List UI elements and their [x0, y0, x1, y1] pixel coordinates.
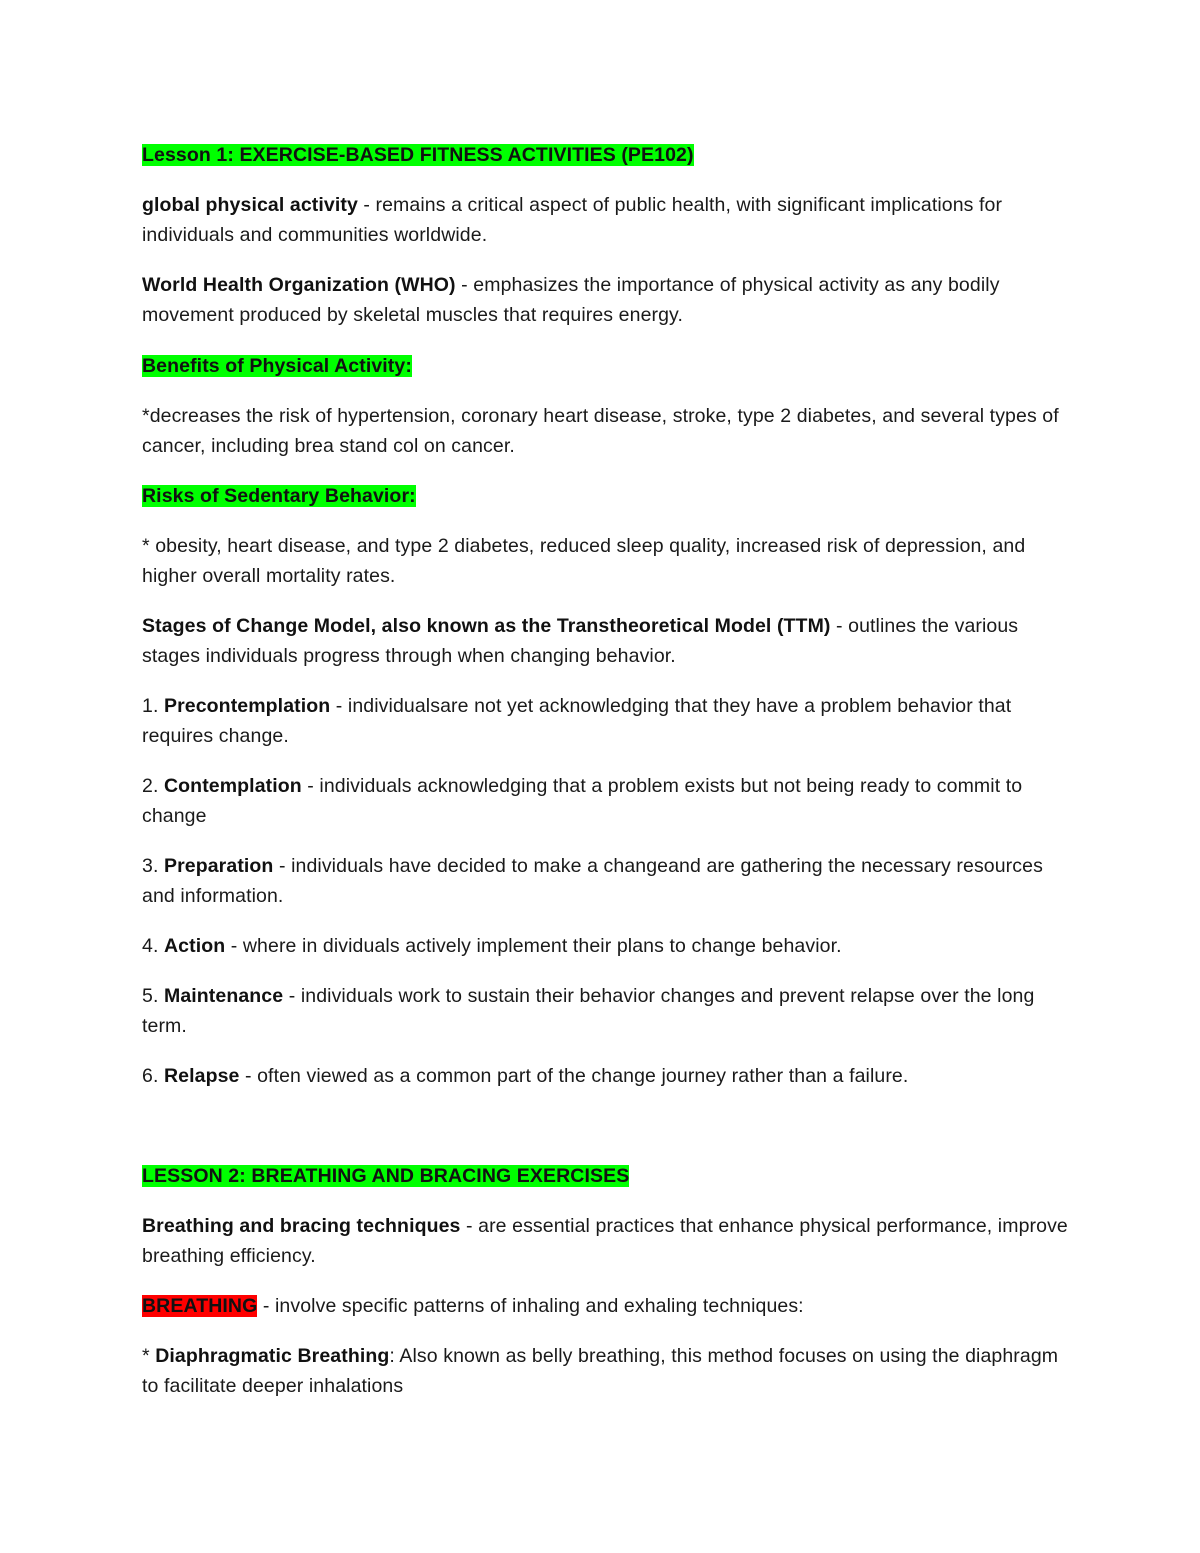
- definition-who: - emphasizes the importance of physical activity as any bodily movement produced by skeletal muscles that requires energy.: [142, 274, 1000, 326]
- stage-definition: - individuals have decided to make a changeand are gathering the necessary resources and information.: [142, 855, 1043, 907]
- definition-breathing: - involve specific patterns of inhaling and exhaling techniques:: [257, 1295, 804, 1317]
- paragraph-risks: [142, 531, 1072, 591]
- stage-definition: - where in dividuals actively implement their plans to change behavior.: [225, 935, 842, 957]
- paragraph-breathing: [142, 1291, 1072, 1321]
- stage-term: Preparation: [163, 855, 274, 877]
- stage-term: Relapse: [163, 1065, 240, 1087]
- stage-number: 6.: [142, 1065, 164, 1087]
- stage-term: Action: [163, 935, 226, 957]
- term-breathing: BREATHING: [142, 1295, 258, 1317]
- definition-global-physical-activity: - remains a critical aspect of public health, with significant implications for individuals and communities worldwide.: [142, 194, 1003, 246]
- lesson1-heading: Lesson 1: EXERCISE-BASED FITNESS ACTIVITIES (PE102): [142, 144, 694, 166]
- term-diaphragmatic-breathing: Diaphragmatic Breathing: [155, 1345, 390, 1367]
- stage-definition: - individuals acknowledging that a problem exists but not being ready to commit to change: [142, 775, 1023, 827]
- definition-diaphragmatic-breathing: : Also known as belly breathing, this method focuses on using the diaphragm to facilitate deeper inhalations: [142, 1345, 1059, 1397]
- risks-heading: Risks of Sedentary Behavior:: [142, 485, 416, 507]
- stage-item: [142, 931, 1072, 961]
- benefits-heading: Benefits of Physical Activity:: [142, 355, 412, 377]
- stage-item: [142, 981, 1072, 1041]
- stage-number: 4.: [142, 935, 164, 957]
- stage-term: Contemplation: [163, 775, 302, 797]
- stage-definition: - individuals work to sustain their behavior changes and prevent relapse over the long term.: [142, 985, 1035, 1037]
- stage-definition: - often viewed as a common part of the change journey rather than a failure.: [239, 1065, 909, 1087]
- stage-term: Precontemplation: [163, 695, 331, 717]
- stage-number: 1.: [142, 695, 164, 717]
- stage-item: [142, 1061, 1072, 1091]
- risks-heading-line: [142, 481, 1072, 511]
- stage-number: 2.: [142, 775, 164, 797]
- stage-term: Maintenance: [163, 985, 284, 1007]
- stage-item: [142, 691, 1072, 751]
- term-global-physical-activity: global physical activity: [142, 194, 358, 216]
- lesson1-heading-line: [142, 140, 1072, 170]
- paragraph-breathing-bracing: [142, 1211, 1072, 1271]
- paragraph-global-activity: [142, 190, 1072, 250]
- paragraph-ttm: [142, 611, 1072, 671]
- risks-text: * obesity, heart disease, and type 2 diabetes, reduced sleep quality, increased risk of depression, and higher overall mortality rates.: [142, 535, 1026, 587]
- lesson2-heading-line: [142, 1161, 1072, 1191]
- paragraph-who: [142, 270, 1072, 330]
- stage-item: [142, 851, 1072, 911]
- paragraph-diaphragmatic: [142, 1341, 1072, 1401]
- stage-definition: - individualsare not yet acknowledging that they have a problem behavior that requires change.: [142, 695, 1012, 747]
- paragraph-benefits: [142, 401, 1072, 461]
- stage-number: 5.: [142, 985, 164, 1007]
- definition-breathing-bracing: - are essential practices that enhance physical performance, improve breathing efficiency.: [142, 1215, 1068, 1267]
- term-breathing-bracing: Breathing and bracing techniques: [142, 1215, 461, 1237]
- stage-item: [142, 771, 1072, 831]
- term-ttm: Stages of Change Model, also known as the Transtheoretical Model (TTM): [142, 615, 831, 637]
- stage-number: 3.: [142, 855, 164, 877]
- benefits-text: *decreases the risk of hypertension, coronary heart disease, stroke, type 2 diabetes, and several types of cancer, including brea stand col on cancer.: [142, 405, 1059, 457]
- definition-ttm: - outlines the various stages individuals progress through when changing behavior.: [142, 615, 1019, 667]
- lesson2-heading: LESSON 2: BREATHING AND BRACING EXERCISES: [142, 1165, 630, 1187]
- benefits-heading-line: [142, 351, 1072, 381]
- term-who: World Health Organization (WHO): [142, 274, 456, 296]
- bullet-prefix: *: [142, 1345, 156, 1367]
